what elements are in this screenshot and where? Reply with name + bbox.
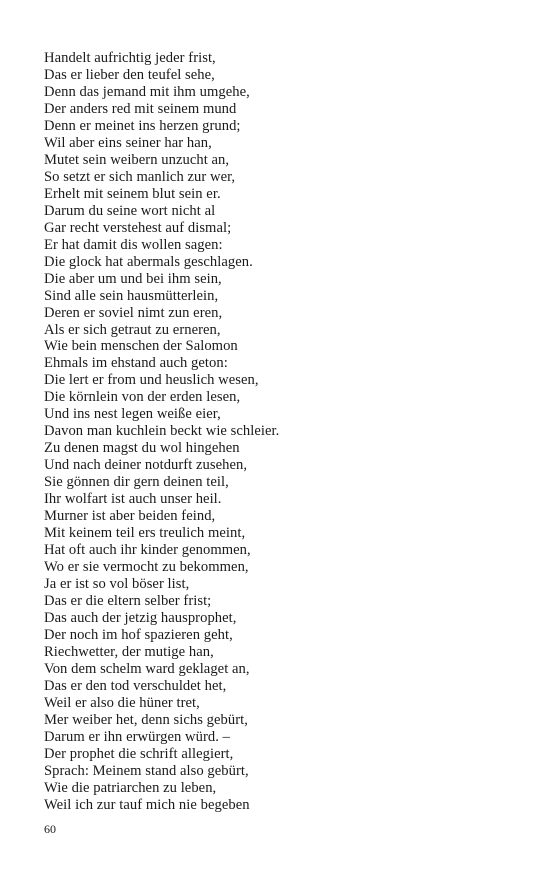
verse-line: Der noch im hof spazieren geht, — [44, 626, 233, 643]
verse-line: Das er den tod verschuldet het, — [44, 677, 227, 694]
verse-line: Gar recht verstehest auf dismal; — [44, 219, 232, 236]
verse-line: Denn er meinet ins herzen grund; — [44, 117, 241, 134]
verse-line: Das auch der jetzig hausprophet, — [44, 609, 237, 626]
verse-line: Darum er ihn erwürgen würd. – — [44, 728, 230, 745]
verse-line: Wo er sie vermocht zu bekommen, — [44, 559, 249, 576]
verse-line: Er hat damit dis wollen sagen: — [44, 236, 223, 253]
verse-line: Weil ich zur tauf mich nie begeben — [44, 796, 250, 813]
verse-line: Sprach: Meinem stand also gebürt, — [44, 762, 249, 779]
verse-line: Zu denen magst du wol hingehen — [44, 440, 240, 457]
verse-line: Weil er also die hüner tret, — [44, 694, 200, 711]
verse-line: Die glock hat abermals geschlagen. — [44, 253, 253, 270]
verse-line: Wil aber eins seiner har han, — [44, 134, 212, 151]
verse-line: Handelt aufrichtig jeder frist, — [44, 50, 216, 66]
verse-line: Die aber um und bei ihm sein, — [44, 270, 222, 287]
verse-line: Und nach deiner notdurft zusehen, — [44, 457, 248, 474]
verse-line: Wie bein menschen der Salomon — [44, 338, 238, 355]
verse-line: Sie gönnen dir gern deinen teil, — [44, 474, 229, 491]
verse-line: Mit keinem teil ers treulich meint, — [44, 525, 246, 542]
verse-line: Von dem schelm ward geklaget an, — [44, 660, 250, 677]
verse-line: Denn das jemand mit ihm umgehe, — [44, 83, 250, 100]
verse-line: Ehmals im ehstand auch geton: — [44, 355, 228, 372]
verse-line: Murner ist aber beiden feind, — [44, 508, 216, 525]
verse-line: Die lert er from und heuslich wesen, — [44, 372, 259, 389]
verse-line: Ihr wolfart ist auch unser heil. — [44, 491, 222, 508]
verse-line: Hat oft auch ihr kinder genommen, — [44, 542, 251, 559]
verse-line: Deren er soviel nimt zun eren, — [44, 304, 223, 321]
verse-line: Sind alle sein hausmütterlein, — [44, 287, 219, 304]
verse-line: Wie die patriarchen zu leben, — [44, 779, 217, 796]
verse-line: Erhelt mit seinem blut sein er. — [44, 185, 221, 202]
verse-line: So setzt er sich manlich zur wer, — [44, 168, 236, 185]
page-number: 60 — [44, 822, 56, 836]
verse-line: Der prophet die schrift allegiert, — [44, 745, 234, 762]
verse-line: Mutet sein weibern unzucht an, — [44, 151, 230, 168]
verse-line: Das er lieber den teufel sehe, — [44, 66, 215, 83]
verse-line: Davon man kuchlein beckt wie schleier. — [44, 423, 280, 440]
verse-line: Das er die eltern selber frist; — [44, 593, 212, 609]
verse-line: Ja er ist so vol böser list, — [44, 576, 190, 593]
verse-line: Riechwetter, der mutige han, — [44, 643, 214, 660]
verse-line: Darum du seine wort nicht al — [44, 202, 216, 219]
verse-line: Die körnlein von der erden lesen, — [44, 389, 241, 406]
verse-line: Mer weiber het, denn sichs gebürt, — [44, 711, 248, 728]
poem-text — [44, 50, 279, 814]
verse-line: Als er sich getraut zu erneren, — [44, 321, 221, 338]
verse-line: Und ins nest legen weiße eier, — [44, 406, 221, 423]
verse-line: Der anders red mit seinem mund — [44, 100, 237, 117]
